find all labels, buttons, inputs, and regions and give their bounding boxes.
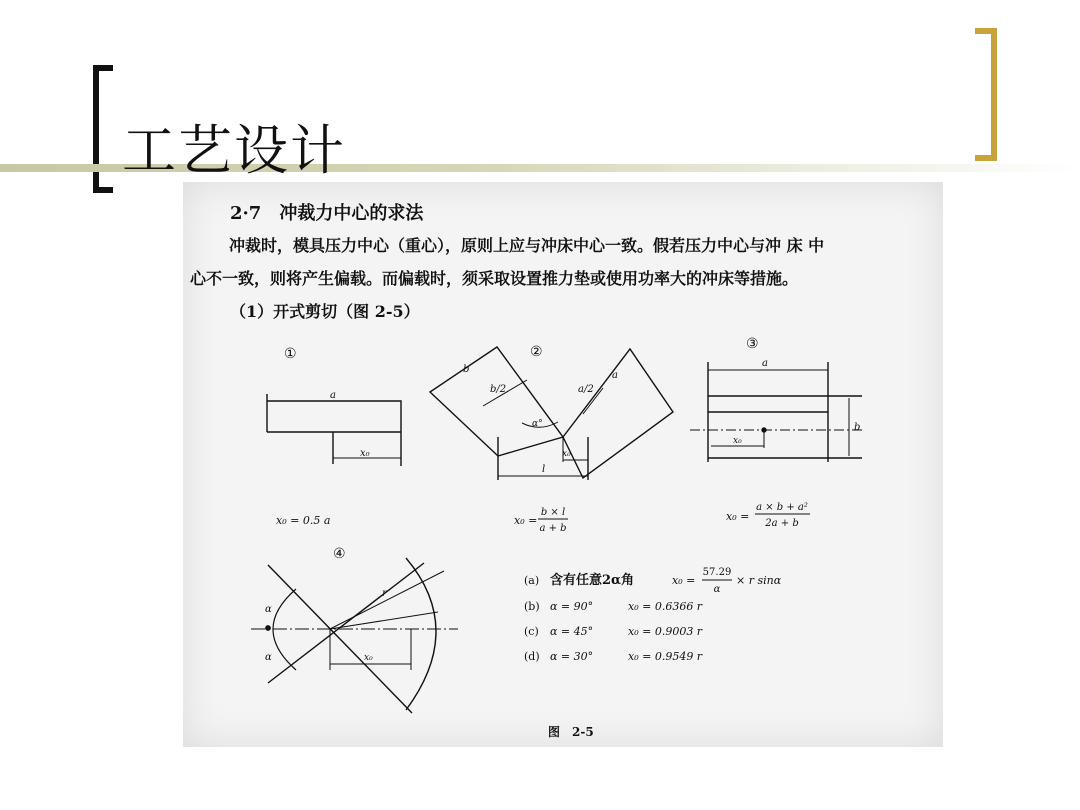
figure-2-x0-label: x₀: [562, 449, 571, 459]
figure-1: [267, 346, 401, 527]
figure-1-number: ①: [284, 346, 297, 362]
figure-2-a-half-label: a/2: [578, 384, 594, 395]
figure-4-r-label: r: [382, 588, 387, 599]
figure-2-number: ②: [530, 344, 543, 360]
case-a-denominator: α: [713, 584, 721, 595]
figure-2: [430, 344, 673, 534]
case-c-result: x₀ = 0.9003 r: [628, 625, 703, 638]
figure-4: [251, 546, 458, 713]
slide-title: 工艺设计: [122, 119, 346, 182]
figure-2-l-label: l: [542, 464, 546, 475]
figure-3-x0-label: x₀: [733, 436, 742, 446]
subsection-heading: （1）开式剪切（图 2-5）: [230, 302, 420, 321]
figure-3-formula-denominator: 2a + b: [765, 518, 799, 529]
figure-2-b-label: b: [463, 364, 470, 375]
figure-3-b-label: b: [854, 422, 861, 433]
section-heading: 2·7 冲裁力中心的求法: [230, 203, 424, 224]
figure-3-number: ③: [746, 336, 759, 352]
figure-3-formula-lhs: x₀ =: [726, 510, 750, 523]
case-a-numerator: 57.29: [702, 567, 732, 578]
figure-4-x0-label: x₀: [364, 653, 373, 663]
case-b-result: x₀ = 0.6366 r: [628, 600, 703, 613]
paragraph-line-2: 心不一致，则将产生偏载。而偏载时，须采取设置推力垫或使用功率大的冲床等措施。: [190, 269, 799, 288]
case-c-label: (c): [524, 625, 539, 638]
figure-1-formula: x₀ = 0.5 a: [276, 514, 331, 527]
figure-4-cases: [524, 567, 782, 663]
case-d-result: x₀ = 0.9549 r: [628, 650, 703, 663]
case-a-rhs: × r sinα: [736, 574, 782, 587]
figure-3-formula-numerator: a × b + a²: [756, 502, 808, 513]
figure-4-alpha-upper-label: α: [265, 604, 272, 615]
figure-1-x0-label: x₀: [360, 448, 370, 459]
figure-caption: 图 2-5: [548, 725, 594, 739]
figure-4-alpha-lower-label: α: [265, 652, 272, 663]
figure-2-formula-denominator: a + b: [539, 523, 567, 534]
case-a-text: 含有任意2α角: [550, 573, 635, 588]
case-d-condition: α = 30°: [550, 650, 594, 663]
case-d-label: (d): [524, 650, 540, 663]
figure-2-a-label: a: [612, 370, 618, 381]
case-b-label: (b): [524, 600, 540, 613]
case-a-lhs: x₀ =: [672, 574, 696, 587]
figure-4-number: ④: [333, 546, 346, 562]
figure-3: [690, 336, 862, 529]
case-c-condition: α = 45°: [550, 625, 594, 638]
figure-2-b-half-label: b/2: [490, 384, 507, 395]
case-a-label: (a): [524, 574, 540, 587]
figure-2-formula-lhs: x₀ =: [514, 514, 538, 527]
paragraph-line-1: 冲裁时，模具压力中心（重心），原则上应与冲床中心一致。假若压力中心与冲 床 中: [229, 236, 825, 255]
figure-3-a-label: a: [762, 358, 768, 369]
case-b-condition: α = 90°: [550, 600, 594, 613]
figure-1-a-label: a: [330, 390, 336, 401]
figure-2-alpha-label: α°: [532, 419, 543, 429]
figure-2-formula-numerator: b × l: [540, 507, 566, 518]
